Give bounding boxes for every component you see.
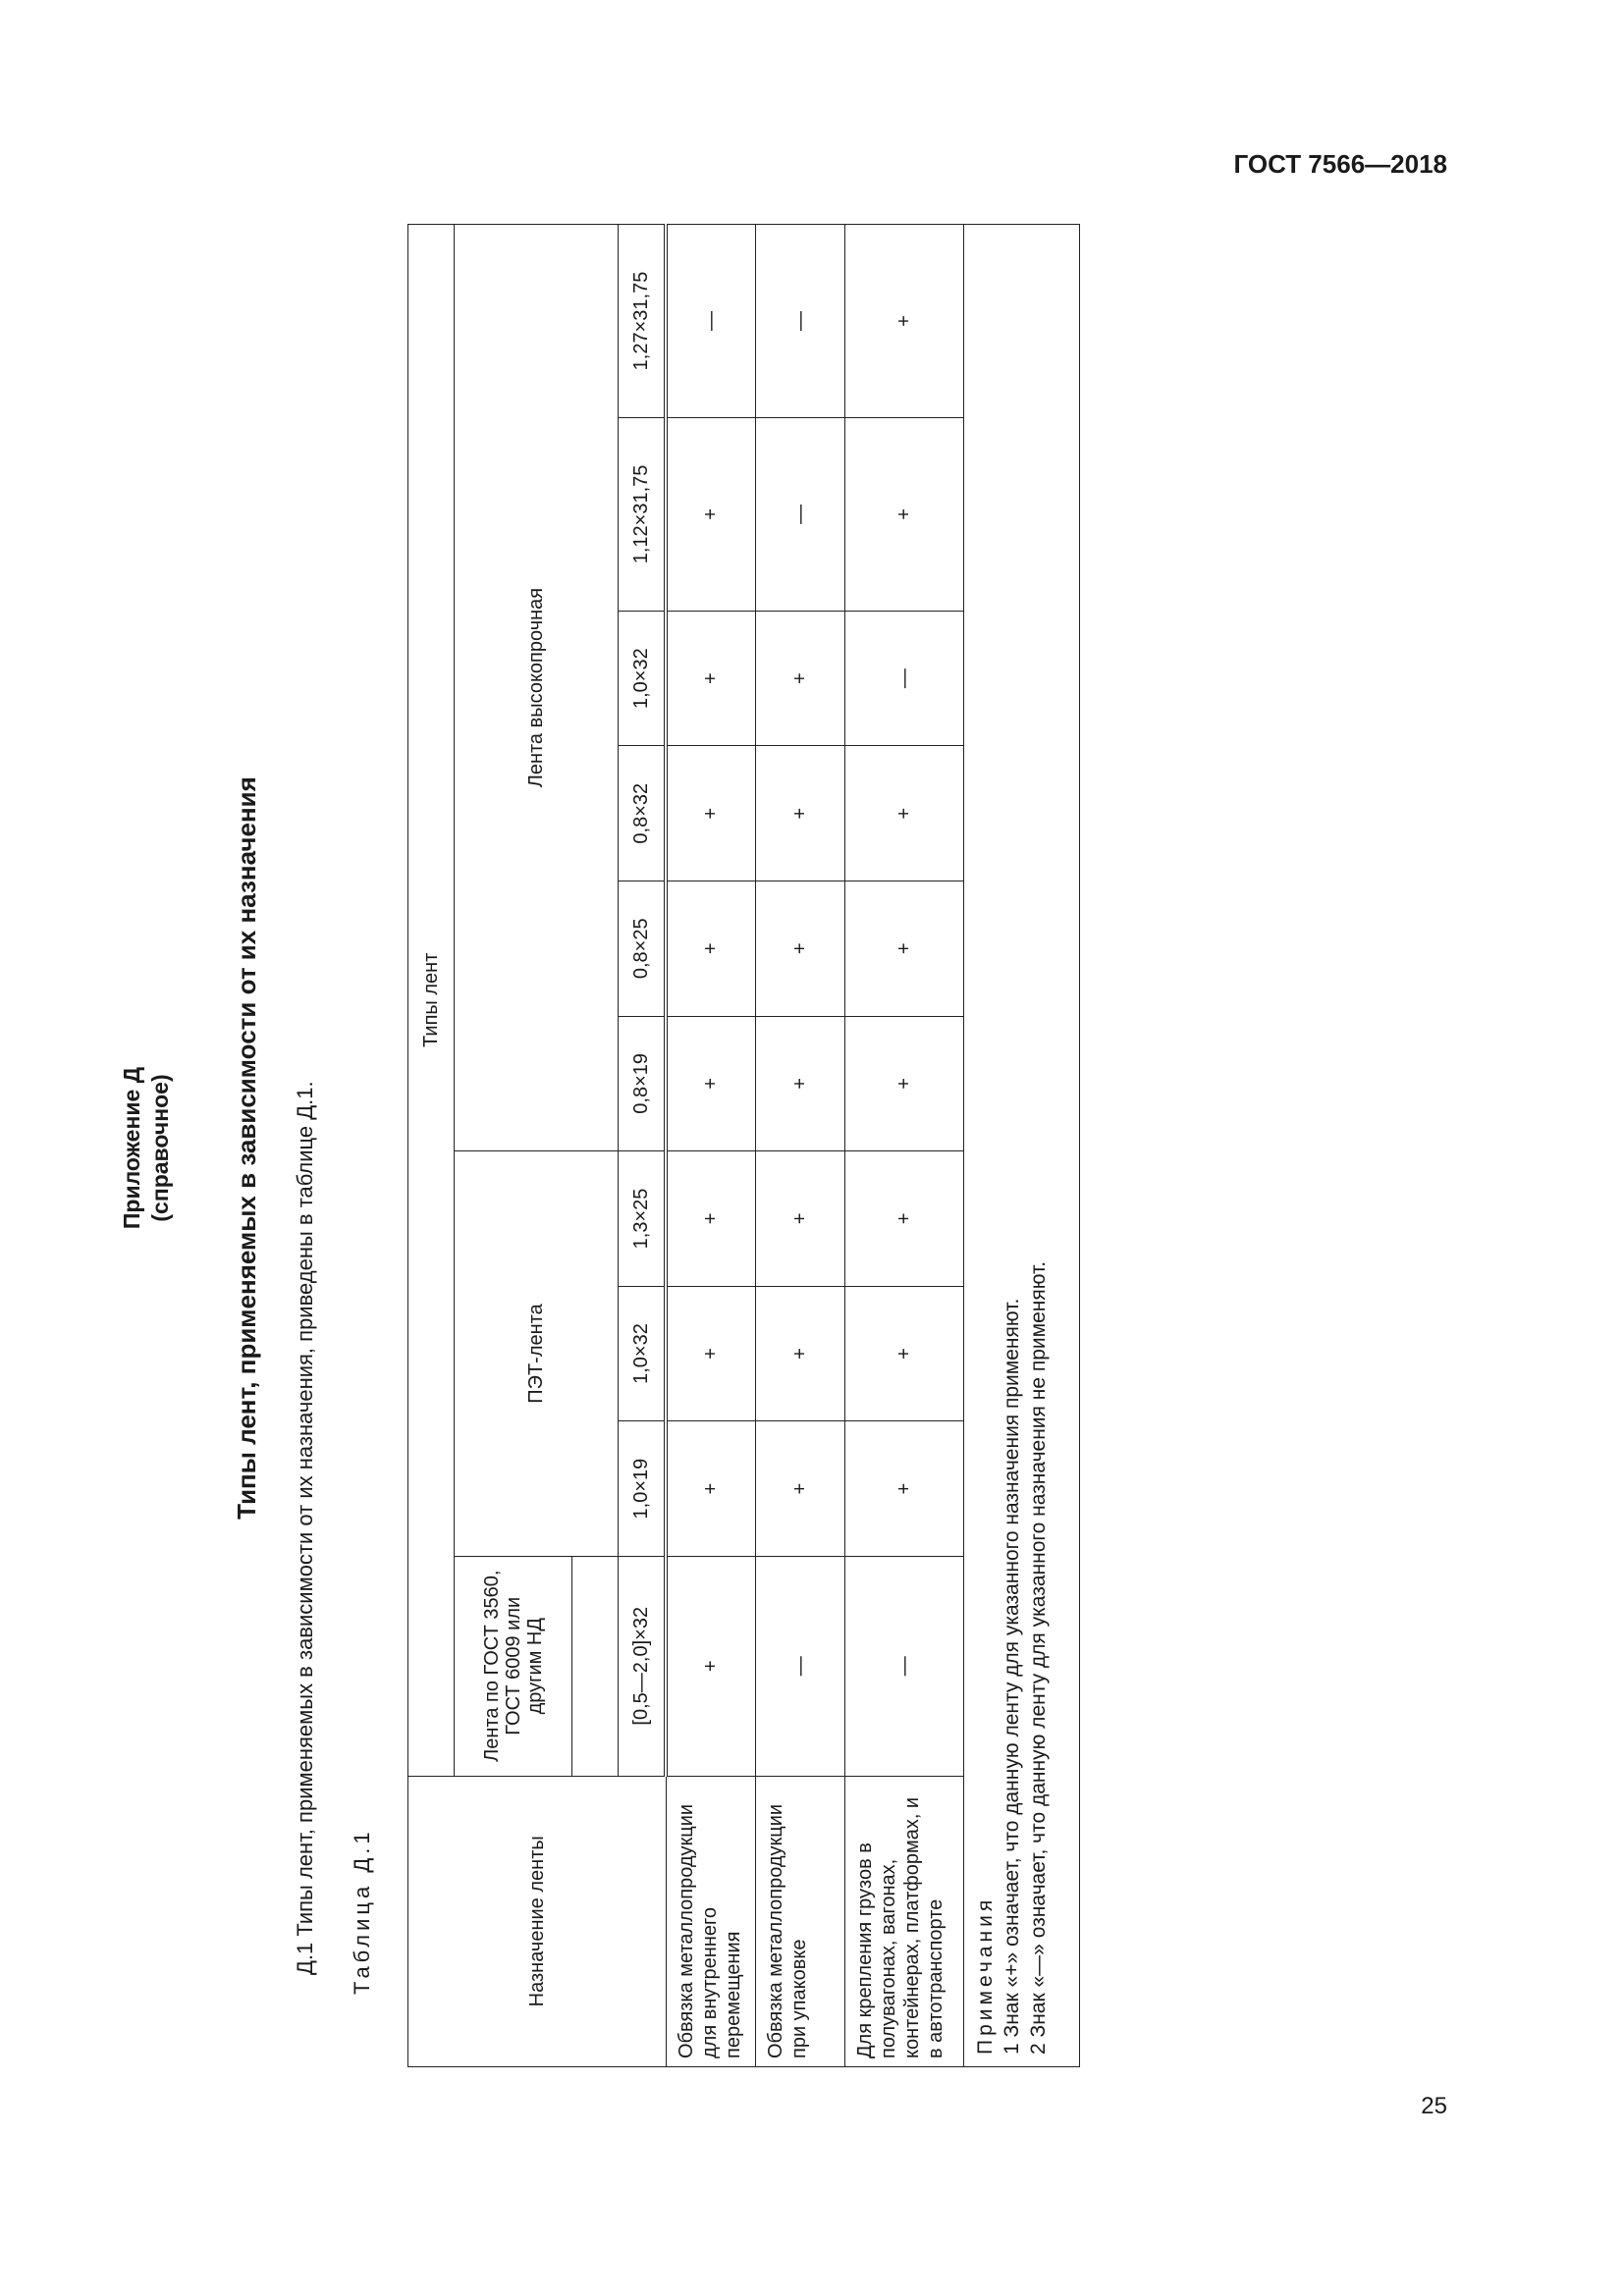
row-value: —	[844, 1556, 963, 1776]
document-code: ГОСТ 7566—2018	[1233, 149, 1447, 179]
header-group-pet: ПЭТ-лента	[455, 1151, 619, 1557]
size-header-10: 1,27×31,75	[619, 225, 667, 418]
row-purpose: Обвязка металлопродукции при упаковке	[755, 1776, 844, 2066]
row-value: +	[666, 1421, 755, 1557]
row-value: +	[755, 881, 844, 1017]
row-value: +	[844, 746, 963, 881]
row-value: +	[666, 611, 755, 746]
table-row	[755, 225, 844, 2067]
row-value: +	[666, 746, 755, 881]
row-purpose: Для крепления грузов в полувагонах, вагонах, контейнерах, платформах, и в автотранспорте	[844, 1776, 963, 2066]
section-title: Типы лент, применяемых в зависимости от их назначения	[232, 776, 261, 1520]
page-number: 25	[1421, 2093, 1447, 2119]
row-value: +	[666, 417, 755, 611]
row-value: —	[844, 611, 963, 746]
row-value: +	[666, 1286, 755, 1421]
table-row	[666, 225, 755, 2067]
size-header-6: 0,8×25	[619, 881, 667, 1017]
size-header-2: 1,0×19	[619, 1421, 667, 1557]
row-value: +	[755, 611, 844, 746]
size-header-9: 1,12×31,75	[619, 417, 667, 611]
row-value: —	[755, 417, 844, 611]
header-purpose: Назначение ленты	[408, 1776, 667, 2066]
row-value: +	[755, 1016, 844, 1151]
intro-text: Д.1 Типы лент, применяемых в зависимости от их назначения, приведены в таблице Д.1.	[293, 1081, 317, 1975]
row-value: +	[755, 1151, 844, 1287]
row-value: +	[844, 417, 963, 611]
size-header-7: 0,8×32	[619, 746, 667, 881]
size-header-1: [0,5—2,0]×32	[619, 1556, 667, 1776]
appendix-title: Приложение Д	[119, 1066, 144, 1230]
note-item-2: 2 Знак «—» означает, что данную ленту для указанного назначения не применяют.	[1026, 1260, 1050, 2055]
size-header-4: 1,3×25	[619, 1151, 667, 1287]
table-caption: Таблица Д.1	[350, 1828, 374, 1995]
row-value: +	[844, 881, 963, 1017]
table-row	[844, 225, 963, 2067]
size-header-5: 0,8×19	[619, 1016, 667, 1151]
note-item-1: 1 Знак «+» означает, что данную ленту для указанного назначения применяют.	[1000, 1298, 1023, 2055]
header-group-gost-blank	[572, 1556, 619, 1776]
row-value: —	[755, 225, 844, 418]
row-value: +	[666, 1556, 755, 1776]
row-value: +	[844, 1151, 963, 1287]
row-value: —	[755, 1556, 844, 1776]
row-value: +	[844, 225, 963, 418]
row-value: +	[666, 1016, 755, 1151]
row-value: +	[844, 1016, 963, 1151]
table-notes	[963, 225, 1079, 2067]
row-purpose: Обвязка металлопродукции для внутреннего перемещения	[666, 1776, 755, 2066]
header-group-gost: Лента по ГОСТ 3560, ГОСТ 6009 или другим НД	[455, 1556, 572, 1776]
appendix-subtitle: (справочное)	[147, 1074, 173, 1222]
size-header-8: 1,0×32	[619, 611, 667, 746]
row-value: +	[755, 1286, 844, 1421]
tape-types-table	[407, 224, 1080, 2067]
row-value: —	[666, 225, 755, 418]
header-group-high-strength: Лента высокопрочная	[455, 225, 619, 1151]
row-value: +	[844, 1286, 963, 1421]
notes-title: Примечания	[973, 1896, 997, 2055]
row-value: +	[666, 1151, 755, 1287]
row-value: +	[755, 746, 844, 881]
row-value: +	[755, 1421, 844, 1557]
header-types-of-tapes: Типы лент	[408, 225, 455, 1777]
row-value: +	[666, 881, 755, 1017]
size-header-3: 1,0×32	[619, 1286, 667, 1421]
row-value: +	[844, 1421, 963, 1557]
